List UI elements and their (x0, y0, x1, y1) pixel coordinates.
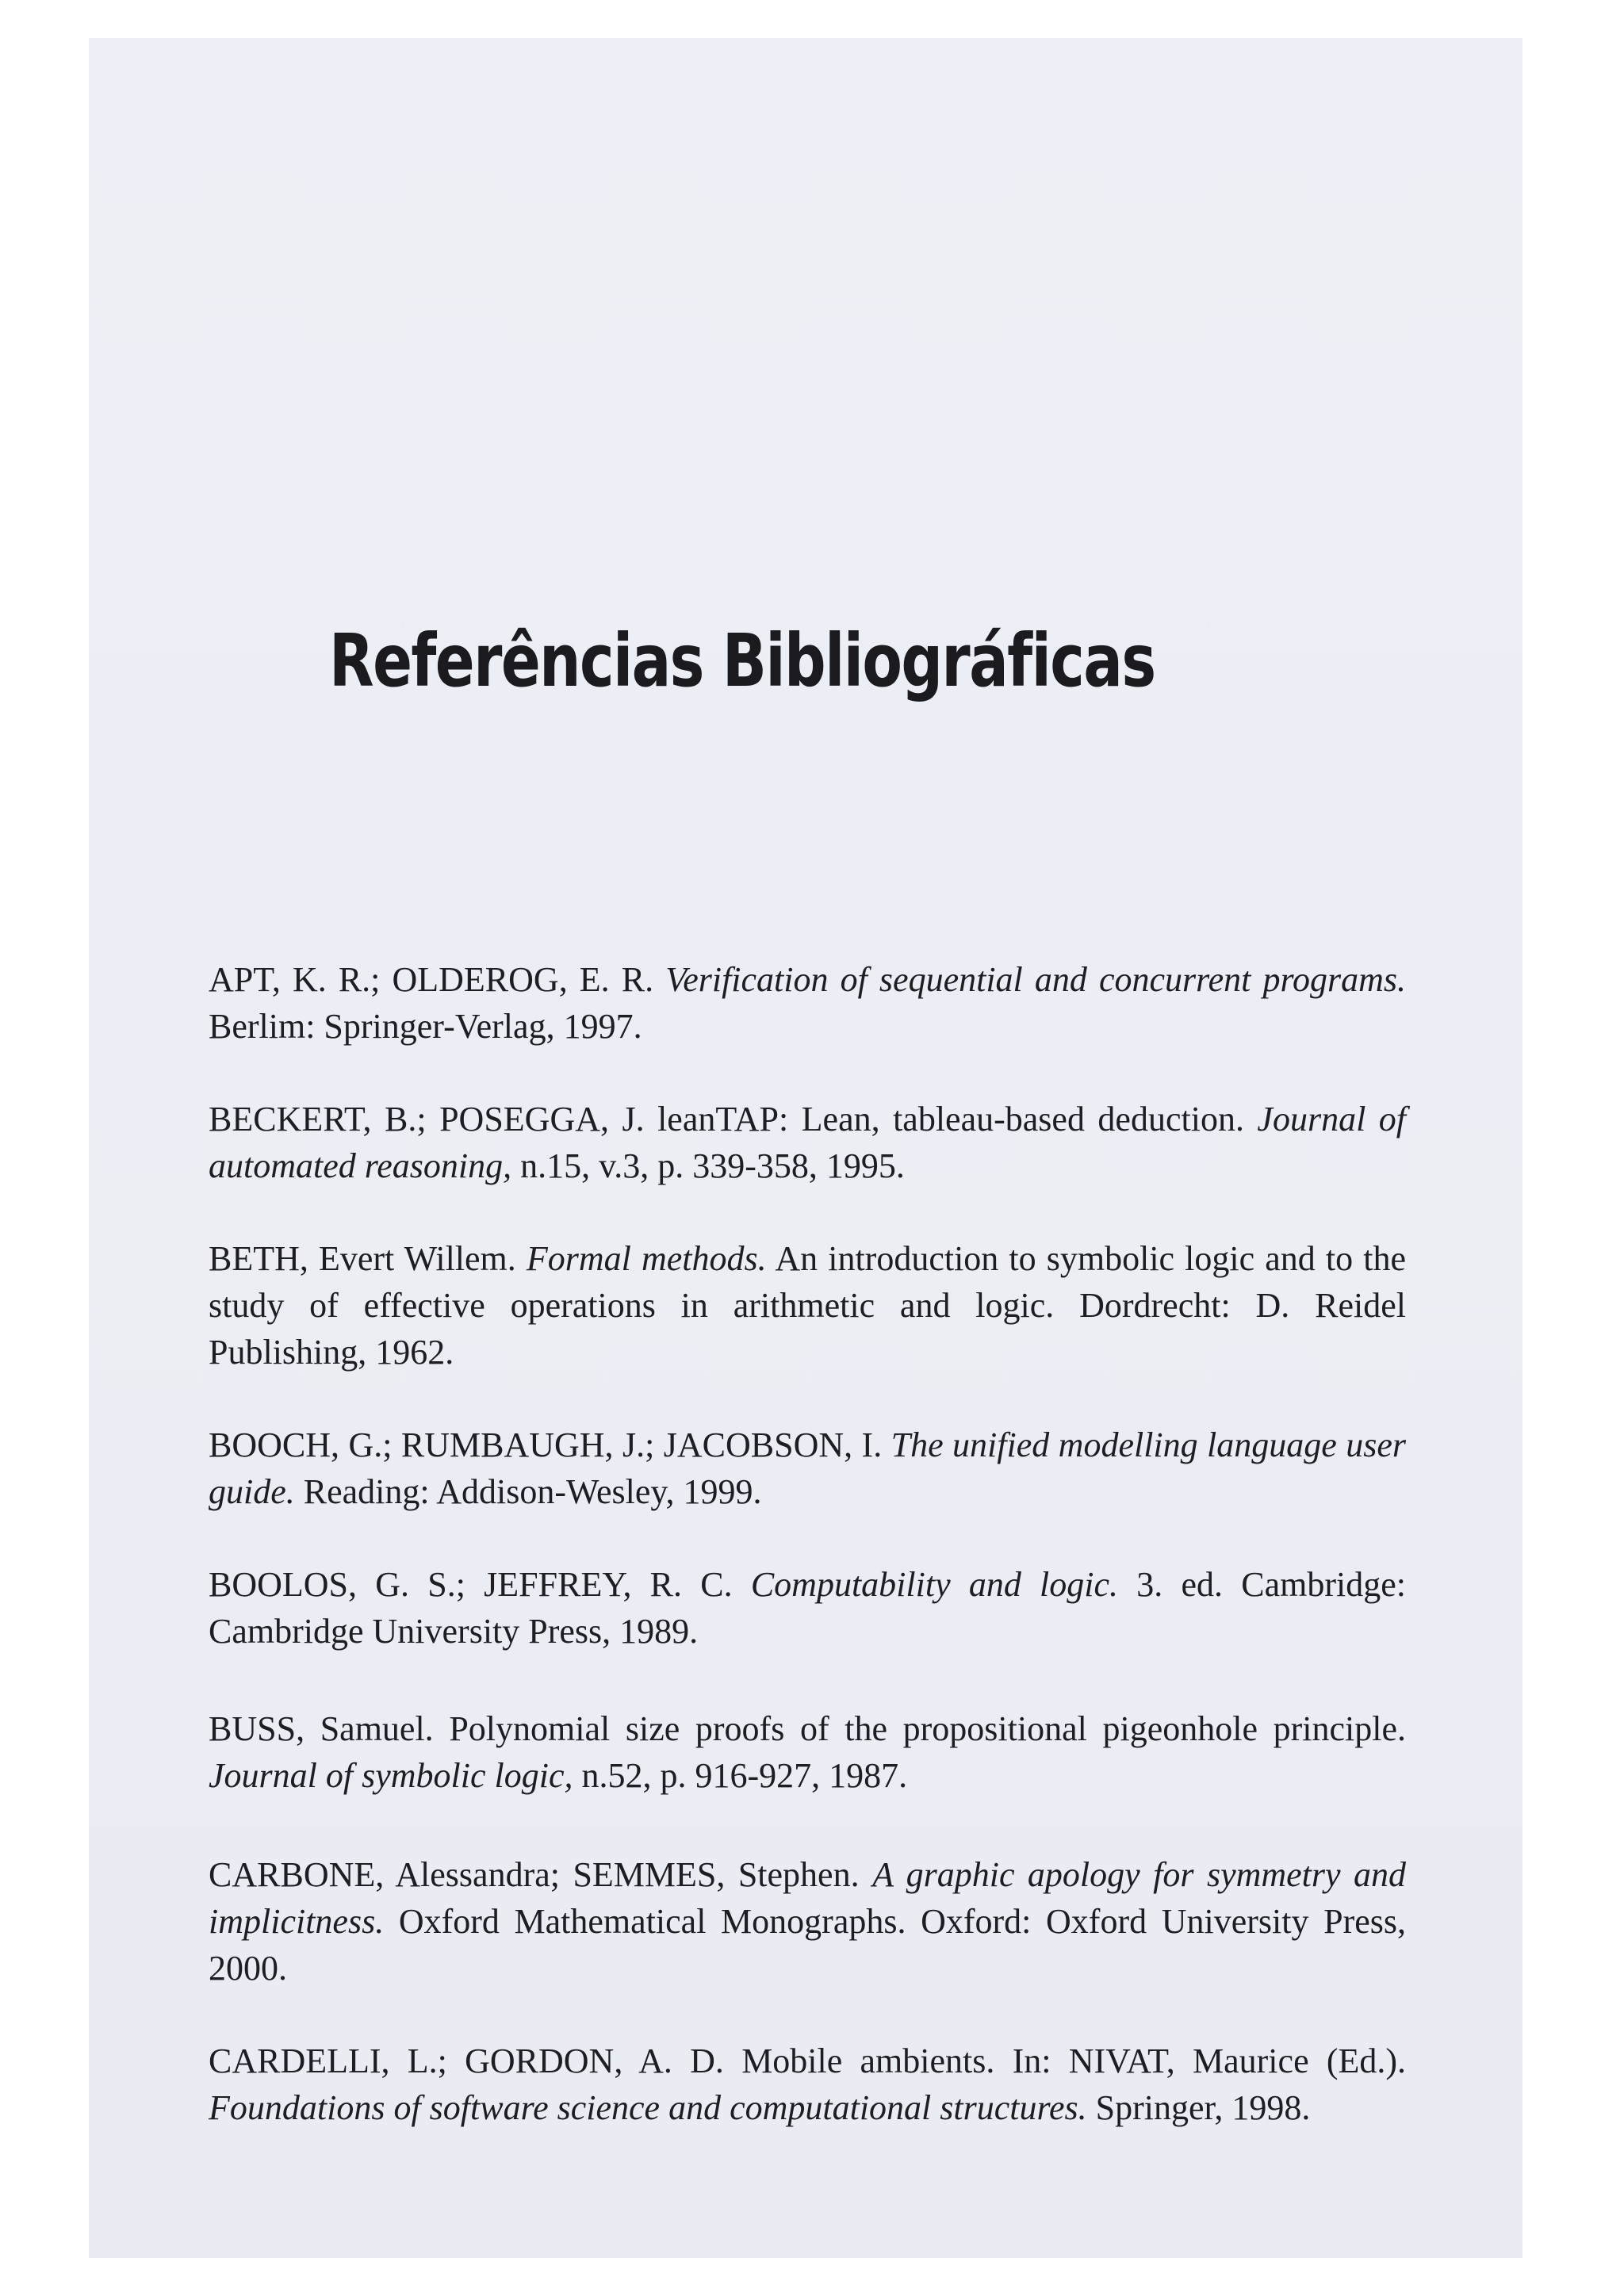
reference-authors: APT, K. R.; OLDEROG, E. R. (209, 960, 654, 999)
reference-authors: CARBONE, Alessandra; SEMMES, Stephen. (209, 1855, 860, 1894)
chapter-title: Referências Bibliográficas (329, 618, 1155, 703)
reference-details: n.15, v.3, p. 339-358, 1995. (520, 1146, 905, 1185)
reference-title: Journal of symbolic logic, (209, 1756, 573, 1795)
reference-details: An introduction to symbolic logic and to the study of effective operations in arithmetic and logic. Dordrecht: D. Reidel Publishing, 1962. (209, 1239, 1406, 1372)
reference-title: Verification of sequential and concurrent programs. (665, 960, 1406, 999)
reference-authors: BOOCH, G.; RUMBAUGH, J.; JACOBSON, I. (209, 1425, 883, 1464)
reference-list (209, 956, 1406, 2177)
reference-entry (209, 1561, 1406, 1655)
reference-title: Foundations of software science and computational structures. (209, 2088, 1087, 2127)
reference-details: 3. ed. Cambridge: Cambridge University Press, 1989. (209, 1565, 1406, 1651)
reference-title: The unified modelling language user guide. (209, 1425, 1407, 1511)
reference-details: Springer, 1998. (1095, 2088, 1311, 2127)
reference-entry (209, 1851, 1406, 1992)
reference-entry (209, 1705, 1406, 1799)
reference-entry (209, 1096, 1406, 1189)
reference-work: leanTAP: Lean, tableau-based deduction. (657, 1100, 1244, 1138)
reference-title: Journal of automated reasoning, (209, 1100, 1407, 1185)
reference-authors: CARDELLI, L.; GORDON, A. D. (209, 2042, 724, 2080)
reference-entry (209, 956, 1406, 1050)
reference-details: Berlim: Springer-Verlag, 1997. (209, 1007, 642, 1046)
reference-title: Computability and logic. (750, 1565, 1119, 1604)
reference-details: Reading: Addison-Wesley, 1999. (303, 1472, 762, 1511)
reference-title: Formal methods. (526, 1239, 767, 1278)
reference-title: A graphic apology for symmetry and implicitness. (209, 1855, 1407, 1941)
reference-entry (209, 1235, 1406, 1376)
reference-entry (209, 2038, 1406, 2131)
reference-details: n.52, p. 916-927, 1987. (581, 1756, 908, 1795)
reference-authors: BUSS, Samuel. (209, 1709, 434, 1748)
reference-authors: BOOLOS, G. S.; JEFFREY, R. C. (209, 1565, 733, 1604)
reference-work: Polynomial size proofs of the propositional pigeonhole principle. (449, 1709, 1407, 1748)
reference-details: Oxford Mathematical Monographs. Oxford: Oxford University Press, 2000. (209, 1902, 1407, 1988)
reference-work: Mobile ambients. In: NIVAT, Maurice (Ed.). (741, 2042, 1407, 2080)
reference-entry (209, 1422, 1406, 1515)
reference-authors: BECKERT, B.; POSEGGA, J. (209, 1100, 645, 1138)
reference-authors: BETH, Evert Willem. (209, 1239, 516, 1278)
